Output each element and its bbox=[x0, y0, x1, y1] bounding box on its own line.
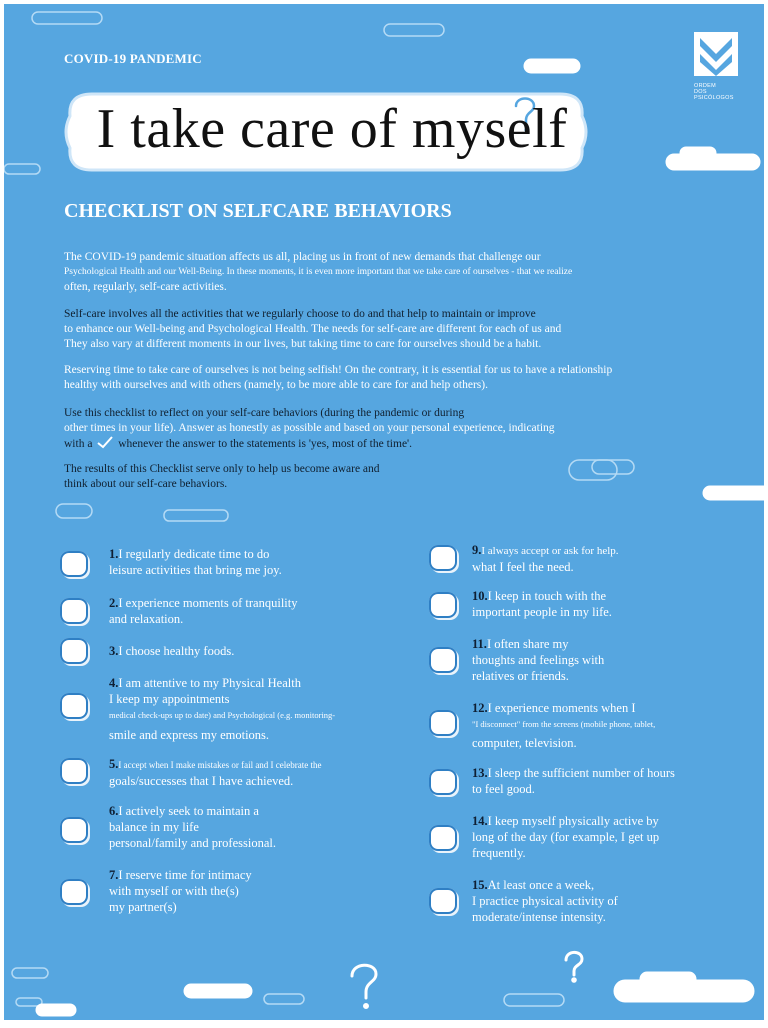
checklist-item-2: 2.I experience moments of tranquility and relaxation. bbox=[109, 596, 298, 626]
logo-text: ORDEM DOS PSICÓLOGOS bbox=[694, 83, 734, 101]
section-heading: CHECKLIST ON SELFCARE BEHAVIORS bbox=[64, 200, 452, 222]
checkbox-item-3[interactable] bbox=[60, 638, 88, 664]
checklist-item-6: 6.I actively seek to maintain a balance in my life personal/family and professional. bbox=[109, 804, 276, 850]
checkbox-item-2[interactable] bbox=[60, 598, 88, 624]
intro-paragraph-3: Reserving time to take care of ourselves is not being selfish! On the contrary, it is essential for us to have a relationship healthy with ourselves and with others (namely, to be more able to care for and help others). bbox=[64, 364, 613, 391]
checklist-item-11: 11.I often share my thoughts and feelings with relatives or friends. bbox=[472, 637, 605, 683]
topline-label: COVID-19 PANDEMIC bbox=[64, 51, 202, 66]
checklist-item-5: 5.I accept when I make mistakes or fail and I celebrate the goals/successes that I have achieved. bbox=[109, 757, 322, 788]
checklist-item-12: 12.I experience moments when I "I disconnect" from the screens (mobile phone, tablet, computer, television. bbox=[472, 701, 656, 750]
checkbox-item-4[interactable] bbox=[60, 693, 88, 719]
intro-paragraph-4: Use this checklist to reflect on your self-care behaviors (during the pandemic or during other times in your life). Answer as honestly as possible and based on your personal experience, indicating with a whenever the answer to the statements is 'yes, most of the time'. bbox=[64, 407, 555, 450]
checklist-item-14: 14.I keep myself physically active by long of the day (for example, I get up frequently. bbox=[472, 814, 660, 860]
checkbox-item-7[interactable] bbox=[60, 879, 88, 905]
checklist-item-10: 10.I keep in touch with the important people in my life. bbox=[472, 589, 612, 619]
checkbox-item-11[interactable] bbox=[429, 647, 457, 673]
checklist-item-9: 9.I always accept or ask for help. what I feel the need. bbox=[472, 543, 619, 574]
checkbox-item-15[interactable] bbox=[429, 888, 457, 914]
checkbox-item-6[interactable] bbox=[60, 817, 88, 843]
intro-paragraph-5: The results of this Checklist serve only to help us become aware and think about our self-care behaviors. bbox=[64, 463, 380, 490]
checkbox-item-9[interactable] bbox=[429, 545, 457, 571]
checklist-item-3: 3.I choose healthy foods. bbox=[109, 644, 235, 658]
logo-mark-icon bbox=[694, 32, 738, 76]
checklist-item-4: 4.I am attentive to my Physical Health I keep my appointments medical check-ups up to date) and Psychological (e.g. monitoring- smile and express my emotions. bbox=[109, 676, 336, 742]
checklist-item-7: 7.I reserve time for intimacy with myself or with the(s) my partner(s) bbox=[109, 868, 252, 914]
intro-paragraph-1: The COVID-19 pandemic situation affects us all, placing us in front of new demands that challenge our Psychological Health and our Well-Being. In these moments, it is even more important that we take care of ourselves - that we realize often, regularly, self-care activities. bbox=[64, 251, 573, 293]
checkbox-item-1[interactable] bbox=[60, 551, 88, 577]
checkbox-item-5[interactable] bbox=[60, 758, 88, 784]
checklist-item-13: 13.I sleep the sufficient number of hours to feel good. bbox=[472, 766, 675, 796]
checkmark-icon bbox=[97, 436, 113, 449]
logo bbox=[694, 32, 740, 102]
intro-paragraph-2: Self-care involves all the activities that we regularly choose to do and that help to maintain or improve to enhance our Well-being and Psychological Health. The needs for self-care are different for each of us and They also vary at different moments in our lives, but taking time to care for ourselves should be a habit. bbox=[64, 308, 562, 350]
checkbox-item-14[interactable] bbox=[429, 825, 457, 851]
poster bbox=[4, 4, 764, 1020]
checkbox-item-13[interactable] bbox=[429, 769, 457, 795]
checkbox-item-10[interactable] bbox=[429, 592, 457, 618]
checklist-item-15: 15.At least once a week, I practice physical activity of moderate/intense intensity. bbox=[472, 878, 618, 924]
checklist-item-1: 1.I regularly dedicate time to do leisure activities that bring me joy. bbox=[109, 547, 282, 577]
page-title: I take care of myself bbox=[96, 98, 568, 160]
checkbox-item-12[interactable] bbox=[429, 710, 457, 736]
